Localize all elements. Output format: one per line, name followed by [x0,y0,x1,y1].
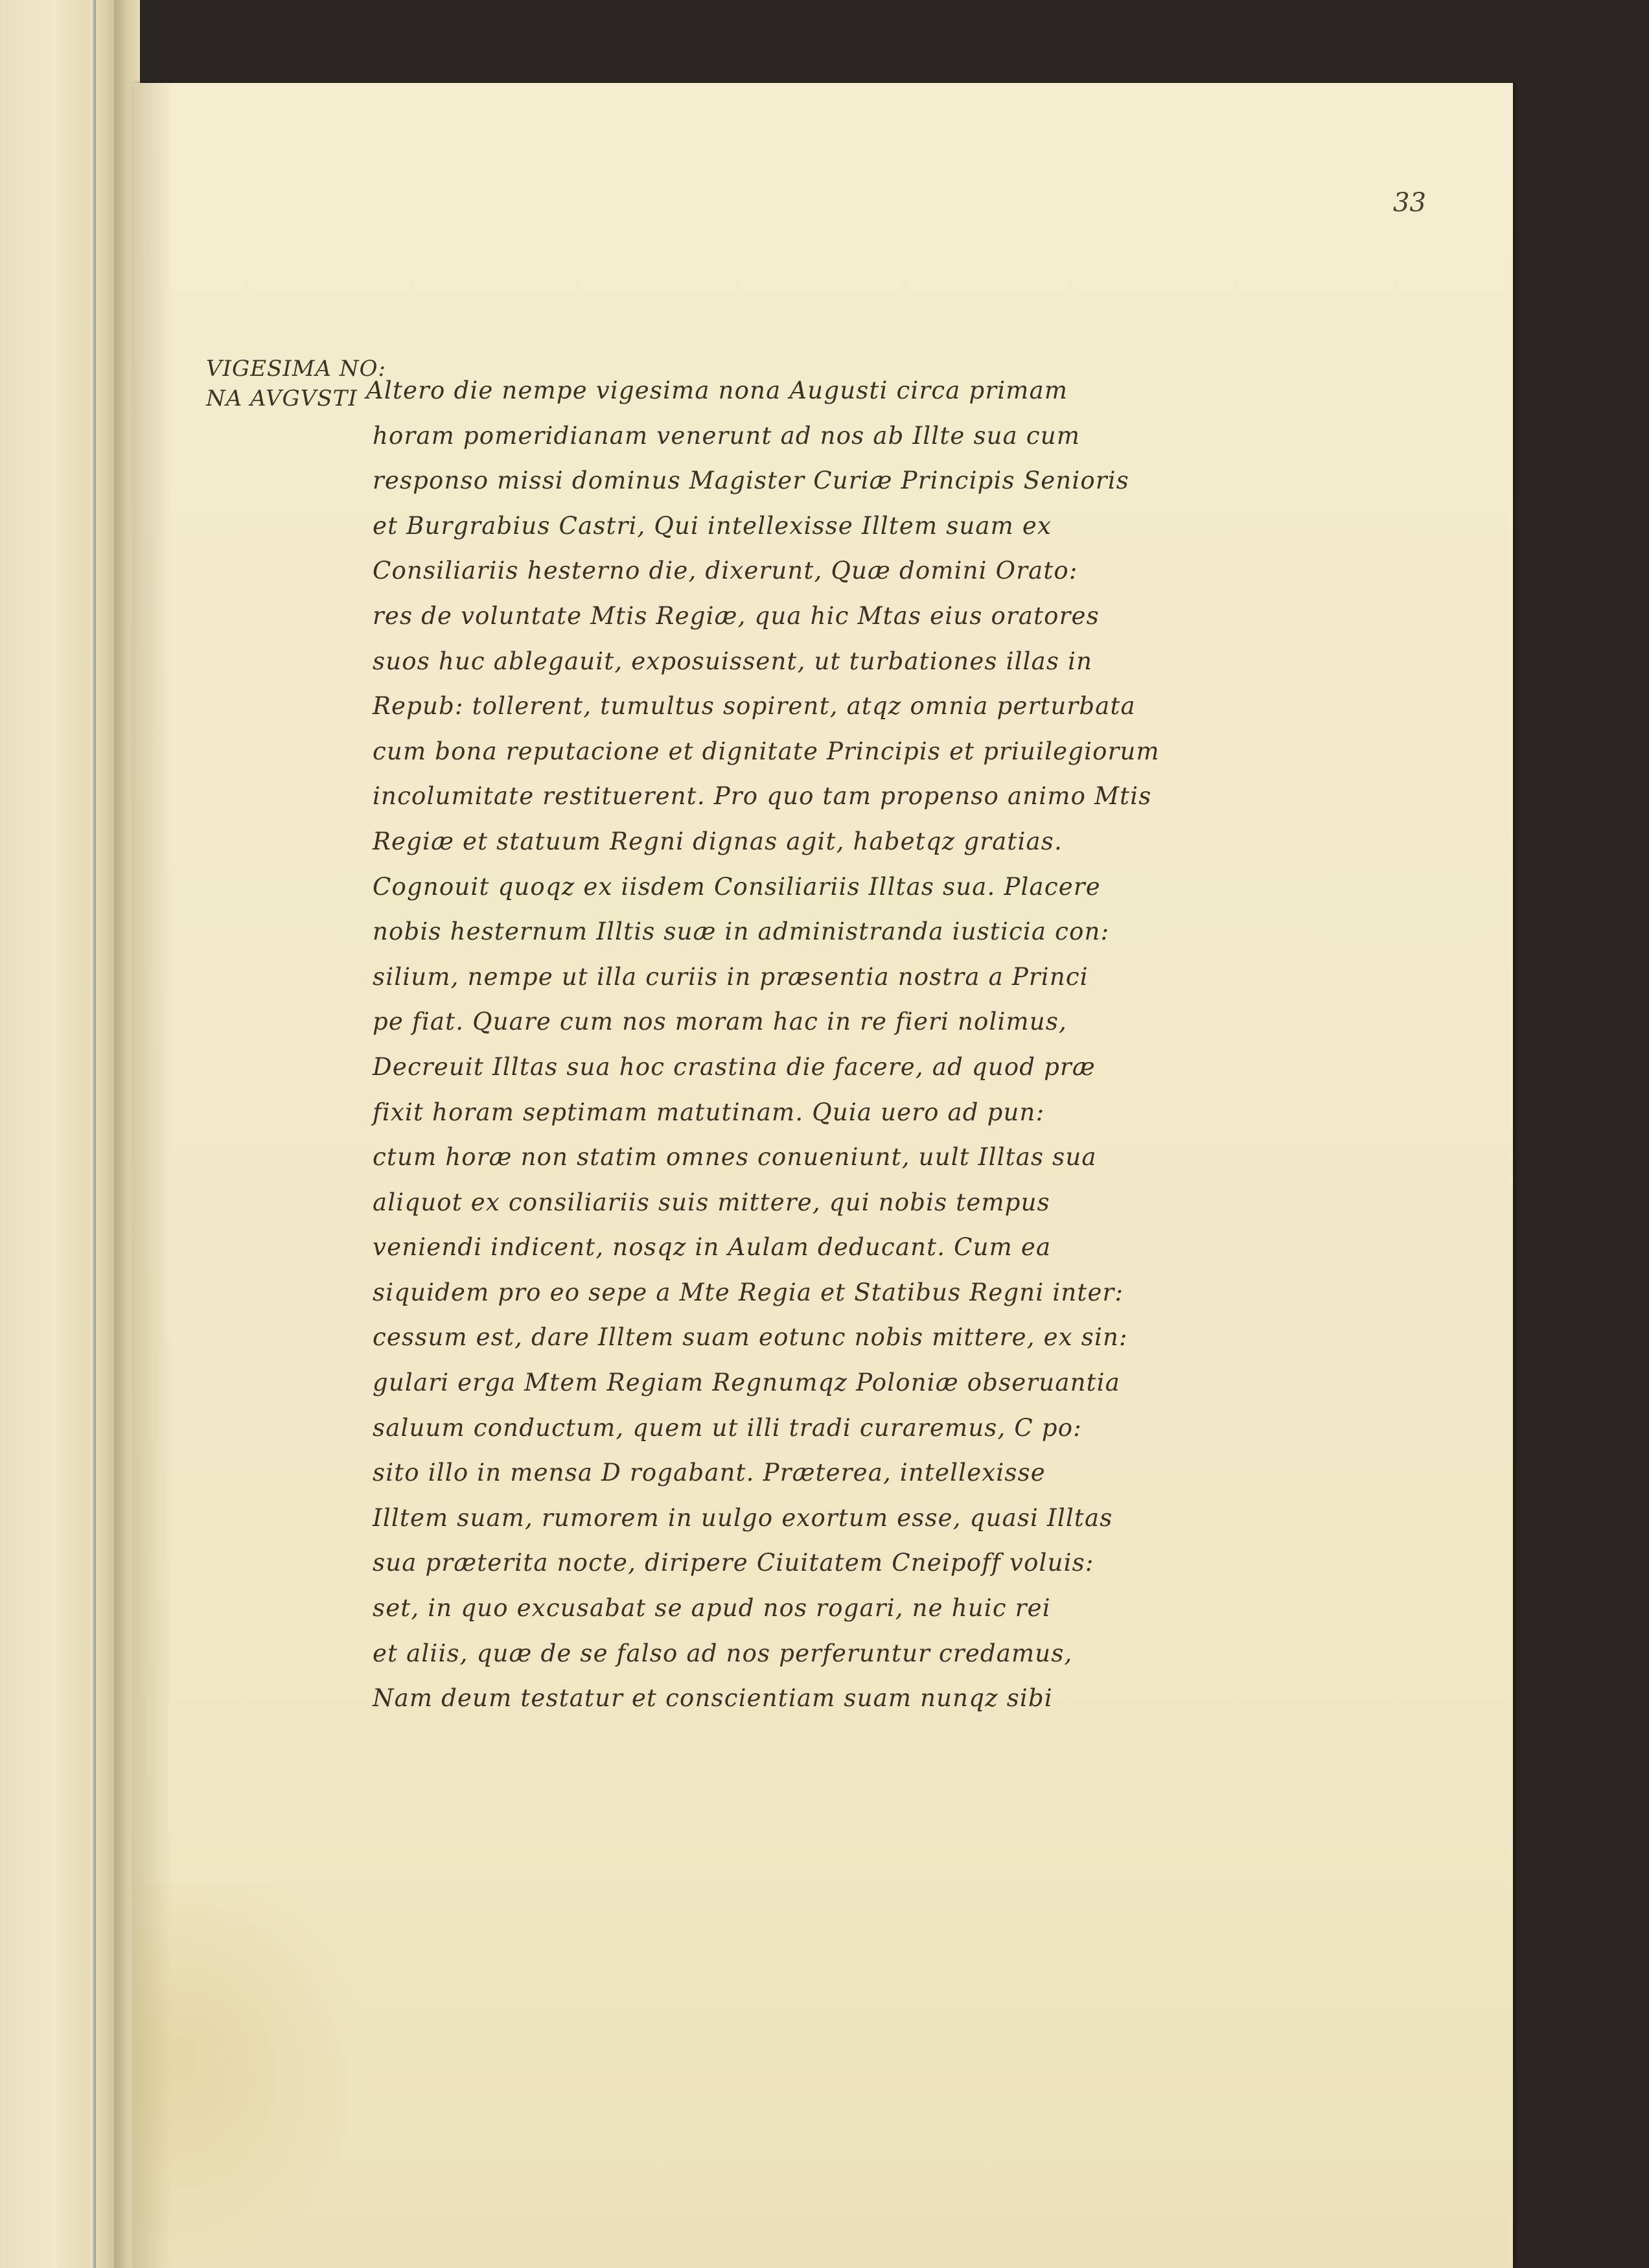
text-line: suos huc ablegauit, exposuissent, ut turbationes illas in [373,647,1093,675]
text-line: incolumitate restituerent. Pro quo tam propenso animo Mtis [373,782,1152,811]
folio-number: 33 [1393,188,1426,218]
marginal-note [206,354,386,413]
text-line: cessum est, dare Illtem suam eotunc nobis mittere, ex sin: [373,1323,1128,1352]
manuscript-body [366,368,1435,1721]
text-line: fixit horam septimam matutinam. Quia uero ad pun: [373,1098,1045,1126]
text-line: siquidem pro eo sepe a Mte Regia et Statibus Regni inter: [373,1278,1124,1306]
text-line: sito illo in mensa D rogabant. Præterea, intellexisse [373,1459,1046,1487]
text-line: silium, nempe ut illa curiis in præsentia nostra a Princi [373,962,1089,991]
text-line: et Burgrabius Castri, Qui intellexisse Illtem suam ex [373,511,1052,540]
text-line: res de voluntate Mtis Regiæ, qua hic Mtas eius oratores [373,601,1100,630]
text-line: set, in quo excusabat se apud nos rogari, ne huic rei [373,1594,1051,1623]
text-line: sua præterita nocte, diripere Ciuitatem Cneipoff voluis: [373,1549,1094,1577]
text-line: Repub: tollerent, tumultus sopirent, atqz omnia perturbata [373,692,1136,721]
text-line: aliquot ex consiliariis suis mittere, qui nobis tempus [373,1188,1050,1216]
facing-page [0,0,117,2268]
text-line: nobis hesternum Illtis suæ in administranda iusticia con: [373,918,1110,946]
text-line: et aliis, quæ de se falso ad nos perferuntur credamus, [373,1639,1073,1667]
paper-stain [133,1884,366,2268]
marginal-note-line: NA AVGVSTI [206,386,358,411]
text-line: Illtem suam, rumorem in uulgo exortum esse, quasi Illtas [373,1503,1113,1532]
manuscript-page [133,83,1513,2268]
text-line: horam pomeridianam venerunt ad nos ab Illte sua cum [373,421,1081,450]
text-line: Consiliariis hesterno die, dixerunt, Quæ domini Orato: [373,557,1078,585]
text-line: Regiæ et statuum Regni dignas agit, habetqz gratias. [373,827,1063,855]
text-line: veniendi indicent, nosqz in Aulam deducant. Cum ea [373,1233,1052,1262]
text-line: responso missi dominus Magister Curiæ Principis Senioris [373,467,1129,495]
marginal-note-line: VIGESIMA NO: [206,356,386,382]
page-edge [91,0,96,2268]
text-line: Cognouit quoqz ex iisdem Consiliariis Illtas sua. Placere [373,872,1101,901]
text-line: saluum conductum, quem ut illi tradi curaremus, C po: [373,1413,1082,1442]
text-line: ctum horæ non statim omnes conueniunt, uult Illtas sua [373,1143,1097,1172]
text-line: Decreuit Illtas sua hoc crastina die facere, ad quod præ [373,1052,1096,1081]
text-line: Altero die nempe vigesima nona Augusti circa primam [366,376,1068,404]
text-line: Nam deum testatur et conscientiam suam nunqz sibi [373,1684,1053,1713]
text-line: cum bona reputacione et dignitate Principis et priuilegiorum [373,737,1160,765]
text-line: gulari erga Mtem Regiam Regnumqz Poloniæ obseruantia [373,1369,1120,1397]
text-line: pe fiat. Quare cum nos moram hac in re fieri nolimus, [373,1008,1067,1036]
